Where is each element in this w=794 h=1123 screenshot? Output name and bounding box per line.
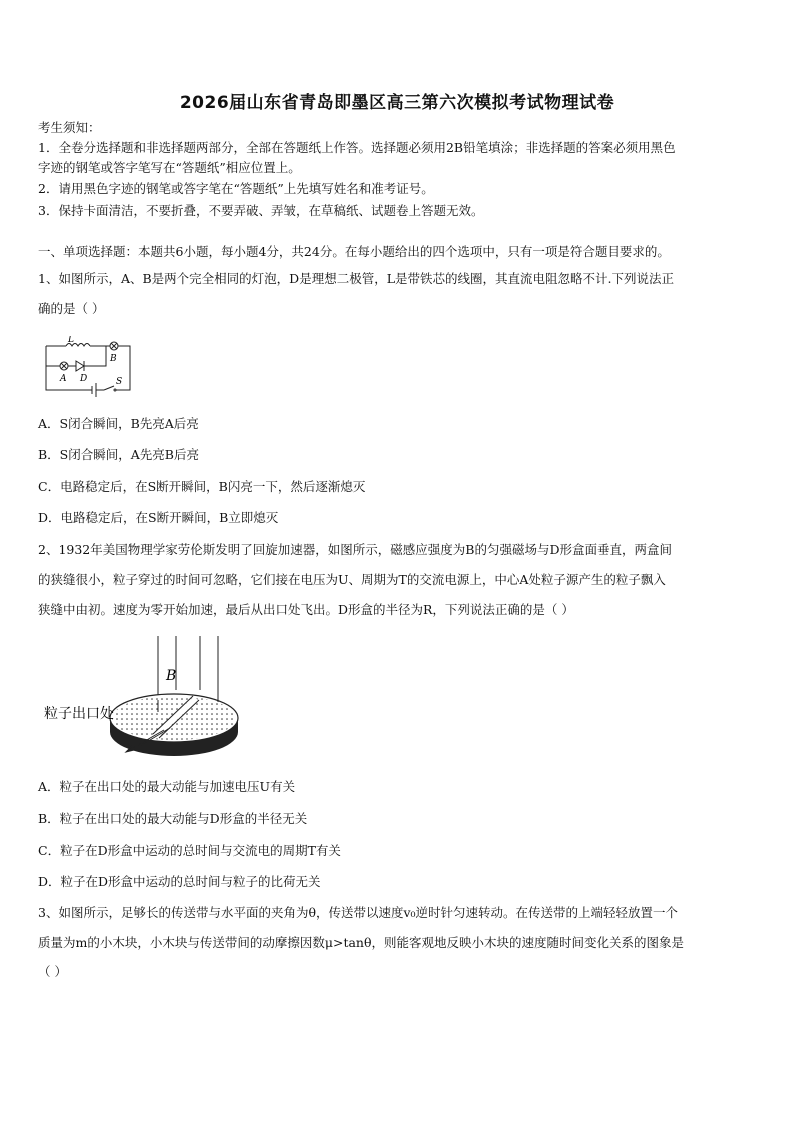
- q1-stem: 1、如图所示，A、B是两个完全相同的灯泡，D是理想二极管，L是带铁芯的线圈，其直流电阻忽略不计.下列说法正: [38, 271, 674, 286]
- q2-option-a: A．粒子在出口处的最大动能与加速电压U有关: [38, 779, 296, 794]
- q3-stem: 3、如图所示，足够长的传送带与水平面的夹角为θ，传送带以速度v₀逆时针匀速转动。在传送带的上端轻轻放置一个: [38, 905, 679, 920]
- q2-stem: 2、1932年美国物理学家劳伦斯发明了回旋加速器，如图所示，磁感应强度为B的匀强磁场与D形盒面垂直，两盒间: [38, 542, 672, 557]
- notice-item: 字迹的钢笔或答字笔写在“答题纸”相应位置上。: [38, 160, 301, 175]
- figure-label: B: [110, 354, 117, 364]
- q2-stem: 的狭缝很小，粒子穿过的时间可忽略，它们接在电压为U、周期为T的交流电源上，中心A处粒子源产生的粒子飘入: [38, 572, 666, 587]
- q2-option-b: B．粒子在出口处的最大动能与D形盒的半径无关: [38, 811, 308, 826]
- q3-stem: （ ）: [38, 964, 67, 979]
- q1-option-a: A．S闭合瞬间，B先亮A后亮: [38, 416, 199, 431]
- q1-circuit-diagram: [38, 336, 138, 400]
- figure-label: A: [60, 374, 67, 384]
- figure-label: S: [116, 377, 123, 387]
- q1-option-d: D．电路稳定后，在S断开瞬间，B立即熄灭: [38, 510, 279, 525]
- figure-label: 粒子出口处: [44, 706, 114, 722]
- notice-heading: 考生须知：: [38, 120, 101, 135]
- q2-cyclotron-diagram: [40, 632, 250, 764]
- figure-label: D: [80, 374, 88, 384]
- q1-option-b: B．S闭合瞬间，A先亮B后亮: [38, 447, 199, 462]
- q2-option-d: D．粒子在D形盒中运动的总时间与粒子的比荷无关: [38, 874, 321, 889]
- q2-option-c: C．粒子在D形盒中运动的总时间与交流电的周期T有关: [38, 843, 341, 858]
- figure-label: L: [68, 336, 74, 345]
- page-title: 2026届山东省青岛即墨区高三第六次模拟考试物理试卷: [179, 93, 615, 113]
- section-heading: 一、单项选择题：本题共6小题，每小题4分，共24分。在每小题给出的四个选项中，只有一项是符合题目要求的。: [38, 244, 670, 259]
- notice-item: 2．请用黑色字迹的钢笔或答字笔在“答题纸”上先填写姓名和准考证号。: [38, 181, 434, 196]
- q1-option-c: C．电路稳定后，在S断开瞬间，B闪亮一下，然后逐渐熄灭: [38, 479, 366, 494]
- q1-stem: 确的是（ ）: [38, 301, 105, 316]
- notice-item: 3．保持卡面清洁，不要折叠，不要弄破、弄皱，在草稿纸、试题卷上答题无效。: [38, 203, 484, 218]
- figure-label: B: [166, 668, 177, 684]
- notice-item: 1．全卷分选择题和非选择题两部分，全部在答题纸上作答。选择题必须用2B铅笔填涂；非选择题的答案必须用黑色: [38, 140, 676, 155]
- q2-stem: 狭缝中由初。速度为零开始加速，最后从出口处飞出。D形盒的半径为R，下列说法正确的是（ ）: [38, 602, 574, 617]
- q3-stem: 质量为m的小木块，小木块与传送带间的动摩擦因数μ>tanθ，则能客观地反映小木块的速度随时间变化关系的图象是: [38, 935, 685, 950]
